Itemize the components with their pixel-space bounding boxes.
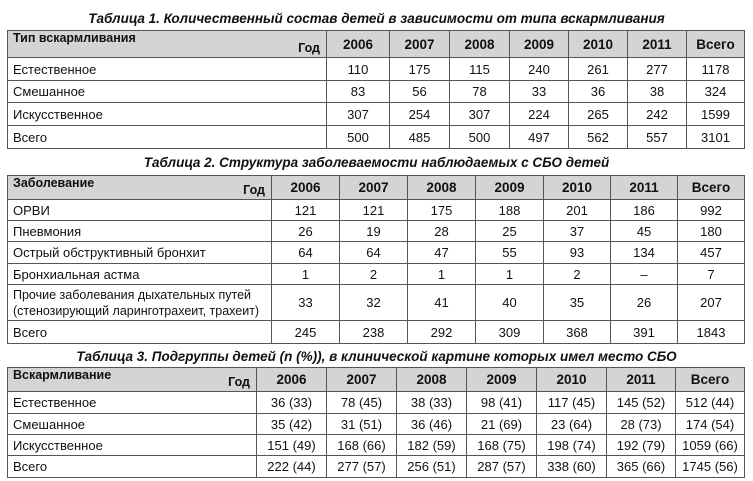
table2-cell: 93	[544, 242, 611, 264]
table2-row	[8, 285, 745, 321]
table3-cell: 338 (60)	[537, 456, 607, 478]
table2	[7, 175, 745, 344]
table3-row	[8, 456, 745, 478]
table1-row-label: Смешанное	[8, 81, 327, 103]
table3-row	[8, 435, 745, 456]
table1-row-label: Искусственное	[8, 103, 327, 126]
table3-cell: 365 (66)	[607, 456, 676, 478]
table2-row	[8, 242, 745, 264]
table2-cell: 188	[476, 200, 544, 221]
table2-cell: 391	[611, 321, 678, 344]
table1-column-header: 2009	[510, 31, 569, 58]
table3-column-header: 2007	[327, 368, 397, 392]
table3-row-label: Естественное	[8, 392, 257, 414]
table1-cell: 110	[327, 58, 390, 81]
table3-column-header: 2011	[607, 368, 676, 392]
table2-row	[8, 264, 745, 285]
table1-cell: 38	[628, 81, 687, 103]
table1-cell: 1599	[687, 103, 745, 126]
table1-row	[8, 58, 745, 81]
table2-row	[8, 321, 745, 344]
table2-cell: 175	[408, 200, 476, 221]
table1-cell: 562	[569, 126, 628, 149]
table2-cell: 292	[408, 321, 476, 344]
table1-column-header: 2008	[450, 31, 510, 58]
table2-column-header: 2007	[340, 176, 408, 200]
table3-cell: 512 (44)	[676, 392, 745, 414]
table1-cell: 254	[390, 103, 450, 126]
table3-cell: 1059 (66)	[676, 435, 745, 456]
table3-row	[8, 414, 745, 435]
table3-cell: 168 (66)	[327, 435, 397, 456]
table2-row	[8, 200, 745, 221]
table3-row-label: Всего	[8, 456, 257, 478]
table3-cell: 1745 (56)	[676, 456, 745, 478]
table1-cell: 78	[450, 81, 510, 103]
table1-row	[8, 126, 745, 149]
table2-cell: 33	[272, 285, 340, 321]
table1-cell: 33	[510, 81, 569, 103]
table2-cell: 1	[272, 264, 340, 285]
table1-cell: 324	[687, 81, 745, 103]
table1	[7, 30, 745, 149]
table2-corner-year: Год	[243, 183, 265, 197]
table1-row	[8, 81, 745, 103]
table3-column-header: 2010	[537, 368, 607, 392]
table1-cell: 240	[510, 58, 569, 81]
table1-cell: 115	[450, 58, 510, 81]
table2-column-header: 2008	[408, 176, 476, 200]
table2-cell: 207	[678, 285, 745, 321]
table3-cell: 23 (64)	[537, 414, 607, 435]
table1-cell: 485	[390, 126, 450, 149]
table2-cell: 121	[272, 200, 340, 221]
table2-cell: –	[611, 264, 678, 285]
table3-cell: 21 (69)	[467, 414, 537, 435]
table1-cell: 175	[390, 58, 450, 81]
table1-cell: 307	[327, 103, 390, 126]
table3-cell: 168 (75)	[467, 435, 537, 456]
table1-cell: 265	[569, 103, 628, 126]
table1-corner-cell	[8, 31, 327, 58]
table3-cell: 117 (45)	[537, 392, 607, 414]
table3-cell: 36 (46)	[397, 414, 467, 435]
table3-corner-label: Вскармливание	[13, 368, 112, 382]
table1-cell: 307	[450, 103, 510, 126]
table3-cell: 145 (52)	[607, 392, 676, 414]
table3-cell: 31 (51)	[327, 414, 397, 435]
table1-cell: 277	[628, 58, 687, 81]
table2-cell: 37	[544, 221, 611, 242]
table3-cell: 78 (45)	[327, 392, 397, 414]
table2-cell: 28	[408, 221, 476, 242]
table2-cell: 134	[611, 242, 678, 264]
table2-cell: 26	[611, 285, 678, 321]
table2-cell: 47	[408, 242, 476, 264]
table2-cell: 457	[678, 242, 745, 264]
table2-cell: 7	[678, 264, 745, 285]
table2-cell: 245	[272, 321, 340, 344]
table1-corner-label: Тип вскармливания	[13, 31, 136, 45]
table2-row-label: Прочие заболевания дыхательных путей (стенозирующий ларинготрахеит, трахеит)	[8, 285, 272, 321]
table3-cell: 222 (44)	[257, 456, 327, 478]
table3-cell: 182 (59)	[397, 435, 467, 456]
table2-cell: 201	[544, 200, 611, 221]
table2-corner-label: Заболевание	[13, 176, 95, 190]
table1-caption: Таблица 1. Количественный состав детей в зависимости от типа вскармливания	[88, 11, 665, 26]
table1-column-header: 2006	[327, 31, 390, 58]
table3-corner-cell	[8, 368, 257, 392]
table3-cell: 174 (54)	[676, 414, 745, 435]
table3-column-header: 2006	[257, 368, 327, 392]
table2-corner-cell	[8, 176, 272, 200]
table2-cell: 40	[476, 285, 544, 321]
table1-column-header: 2010	[569, 31, 628, 58]
table3-cell: 287 (57)	[467, 456, 537, 478]
table3-cell: 192 (79)	[607, 435, 676, 456]
table2-column-header: 2011	[611, 176, 678, 200]
table1-row-label: Всего	[8, 126, 327, 149]
table3-cell: 98 (41)	[467, 392, 537, 414]
table2-cell: 186	[611, 200, 678, 221]
table2-row-label: Пневмония	[8, 221, 272, 242]
table3-header-row	[8, 368, 745, 392]
table3-column-header: Всего	[676, 368, 745, 392]
table3-column-header: 2009	[467, 368, 537, 392]
table1-cell: 83	[327, 81, 390, 103]
table1-cell: 1178	[687, 58, 745, 81]
table3-corner-year: Год	[228, 375, 250, 389]
table3-cell: 151 (49)	[257, 435, 327, 456]
table2-column-header: 2006	[272, 176, 340, 200]
table1-column-header: Всего	[687, 31, 745, 58]
table2-cell: 41	[408, 285, 476, 321]
table2-cell: 35	[544, 285, 611, 321]
table3-cell: 35 (42)	[257, 414, 327, 435]
table2-cell: 32	[340, 285, 408, 321]
table3-row-label: Смешанное	[8, 414, 257, 435]
table1-header-row	[8, 31, 745, 58]
table1-cell: 242	[628, 103, 687, 126]
table2-cell: 121	[340, 200, 408, 221]
table3-cell: 36 (33)	[257, 392, 327, 414]
table2-cell: 1	[408, 264, 476, 285]
table3-cell: 256 (51)	[397, 456, 467, 478]
table1-cell: 36	[569, 81, 628, 103]
table2-row	[8, 221, 745, 242]
table1-column-header: 2007	[390, 31, 450, 58]
table3-cell: 38 (33)	[397, 392, 467, 414]
table2-column-header: 2010	[544, 176, 611, 200]
table1-cell: 224	[510, 103, 569, 126]
table3-caption: Таблица 3. Подгруппы детей (n (%)), в клинической картине которых имел место СБО	[76, 349, 677, 364]
table2-cell: 1	[476, 264, 544, 285]
table2-caption: Таблица 2. Структура заболеваемости наблюдаемых с СБО детей	[143, 155, 610, 170]
table1-column-header: 2011	[628, 31, 687, 58]
table2-cell: 368	[544, 321, 611, 344]
table2-cell: 1843	[678, 321, 745, 344]
table3-cell: 277 (57)	[327, 456, 397, 478]
table2-cell: 992	[678, 200, 745, 221]
table2-cell: 25	[476, 221, 544, 242]
table2-cell: 26	[272, 221, 340, 242]
table1-cell: 557	[628, 126, 687, 149]
table2-cell: 19	[340, 221, 408, 242]
table2-column-header: Всего	[678, 176, 745, 200]
table1-cell: 497	[510, 126, 569, 149]
table1-cell: 261	[569, 58, 628, 81]
table1-cell: 56	[390, 81, 450, 103]
table2-row-label: Всего	[8, 321, 272, 344]
table3-cell: 198 (74)	[537, 435, 607, 456]
table2-cell: 2	[544, 264, 611, 285]
table1-row	[8, 103, 745, 126]
table2-cell: 45	[611, 221, 678, 242]
table1-cell: 3101	[687, 126, 745, 149]
table2-cell: 2	[340, 264, 408, 285]
table2-cell: 64	[340, 242, 408, 264]
table3	[7, 367, 745, 478]
table1-row-label: Естественное	[8, 58, 327, 81]
table1-cell: 500	[450, 126, 510, 149]
table2-header-row	[8, 176, 745, 200]
table3-row-label: Искусственное	[8, 435, 257, 456]
table1-cell: 500	[327, 126, 390, 149]
table3-row	[8, 392, 745, 414]
table2-cell: 55	[476, 242, 544, 264]
table3-cell: 28 (73)	[607, 414, 676, 435]
table2-row-label: ОРВИ	[8, 200, 272, 221]
table2-column-header: 2009	[476, 176, 544, 200]
table1-corner-year: Год	[298, 41, 320, 55]
table2-cell: 180	[678, 221, 745, 242]
table3-column-header: 2008	[397, 368, 467, 392]
table2-cell: 309	[476, 321, 544, 344]
table2-row-label: Бронхиальная астма	[8, 264, 272, 285]
table2-row-label: Острый обструктивный бронхит	[8, 242, 272, 264]
table2-cell: 64	[272, 242, 340, 264]
table2-cell: 238	[340, 321, 408, 344]
